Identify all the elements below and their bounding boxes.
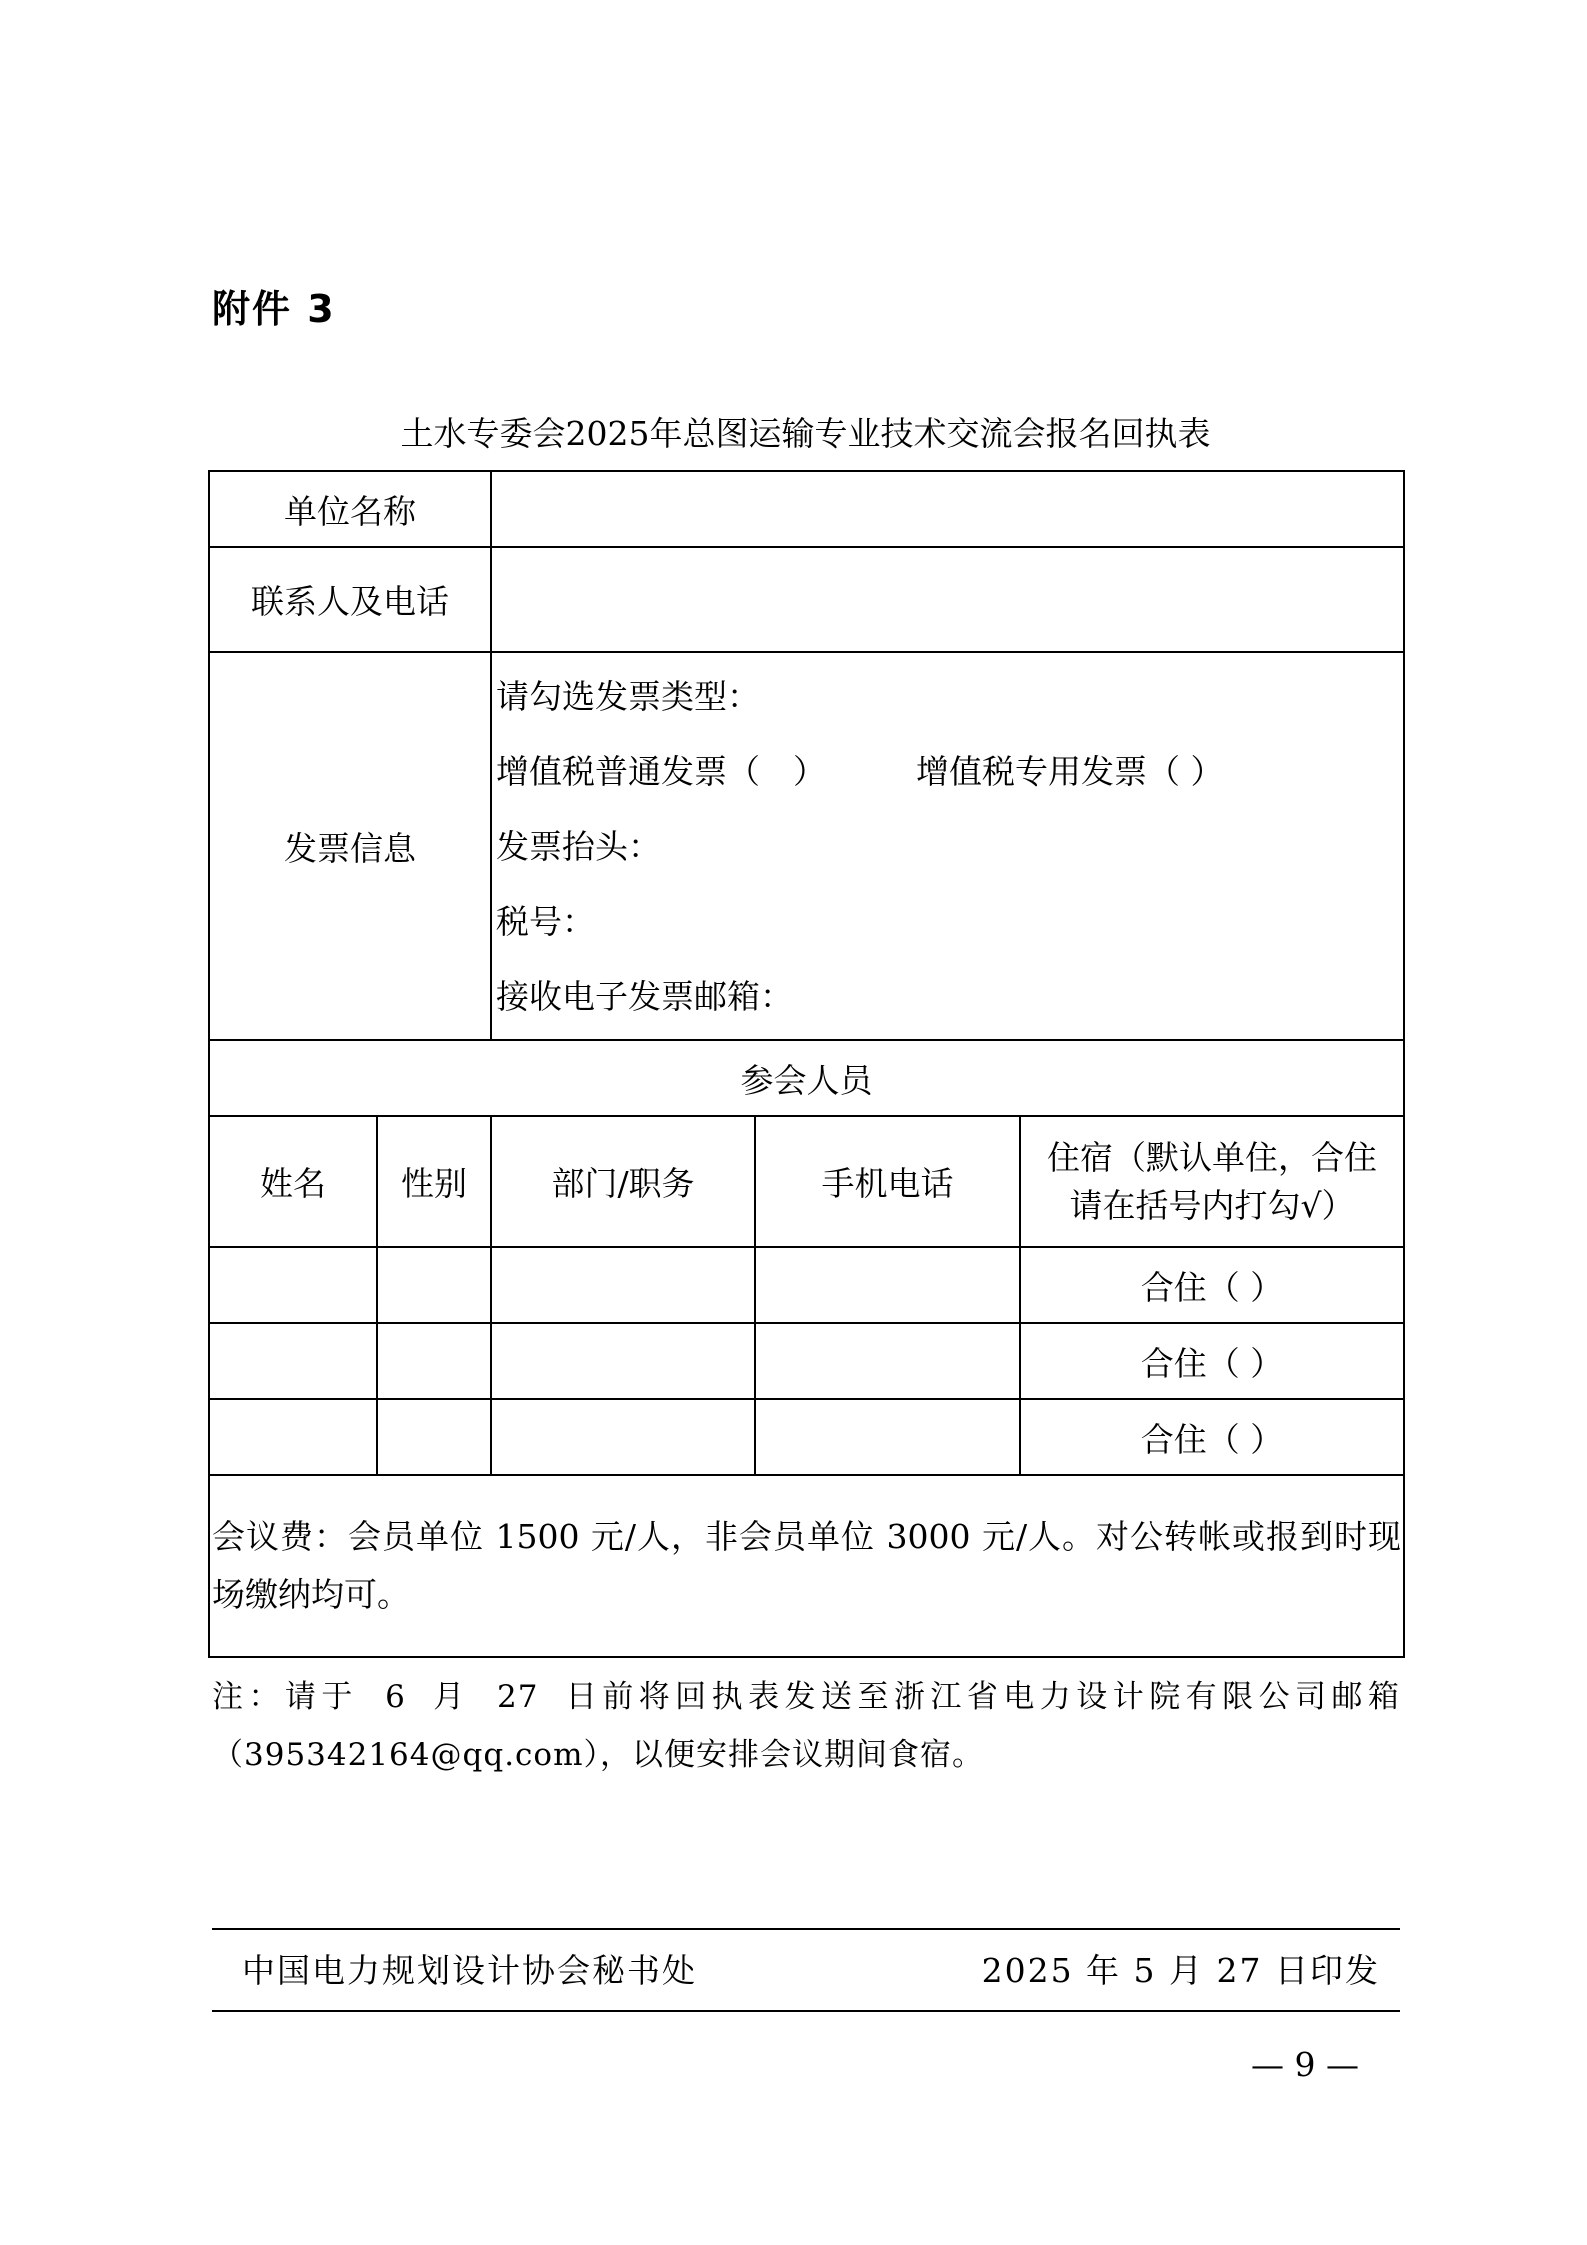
contact-label: 联系人及电话 <box>209 547 491 652</box>
attachment-label: 附件 3 <box>212 287 336 331</box>
contact-field[interactable] <box>491 547 1404 652</box>
attendee-name-cell[interactable] <box>209 1247 377 1323</box>
invoice-email-field[interactable]: 接收电子发票邮箱： <box>496 976 793 1016</box>
footer-organization: 中国电力规划设计协会秘书处 <box>242 1951 697 1990</box>
attendee-dept-cell[interactable] <box>491 1399 755 1475</box>
col-header-lodging <box>1020 1116 1404 1247</box>
attendee-phone-cell[interactable] <box>755 1247 1020 1323</box>
lodging-header-line1: 住宿（默认单住，合住 <box>1047 1137 1378 1177</box>
registration-form-table <box>208 470 1405 1658</box>
attendee-gender-cell[interactable] <box>377 1399 491 1475</box>
invoice-special-option[interactable]: 增值税专用发票（ ） <box>916 751 1224 791</box>
invoice-select-type: 请勾选发票类型： <box>496 676 760 716</box>
col-header-name: 姓名 <box>209 1116 377 1247</box>
note-line-2: （395342164@qq.com），以便安排会议期间食宿。 <box>212 1737 984 1773</box>
invoice-ordinary-option[interactable]: 增值税普通发票（ ） <box>496 751 826 791</box>
meeting-fee-text: 会议费：会员单位 1500 元/人，非会员单位 3000 元/人。对公转帐或报到时现场缴纳均可。 <box>209 1475 1404 1657</box>
note-line-1: 注：请于 6 月 27 日前将回执表发送至浙江省电力设计院有限公司邮箱 <box>212 1679 1400 1715</box>
lodging-option[interactable]: 合住（ ） <box>1020 1323 1404 1399</box>
attendee-gender-cell[interactable] <box>377 1247 491 1323</box>
attendee-name-cell[interactable] <box>209 1323 377 1399</box>
attendee-phone-cell[interactable] <box>755 1323 1020 1399</box>
table-row <box>209 1247 1404 1323</box>
attendee-phone-cell[interactable] <box>755 1399 1020 1475</box>
invoice-label: 发票信息 <box>209 652 491 1040</box>
footer-issue-date: 2025 年 5 月 27 日印发 <box>981 1951 1380 1990</box>
unit-name-label: 单位名称 <box>209 471 491 547</box>
attendees-label: 参会人员 <box>209 1040 1404 1116</box>
attendee-dept-cell[interactable] <box>491 1247 755 1323</box>
table-row <box>209 1399 1404 1475</box>
lodging-option[interactable]: 合住（ ） <box>1020 1247 1404 1323</box>
footer-bottom-rule <box>212 2010 1400 2012</box>
col-header-dept: 部门/职务 <box>491 1116 755 1247</box>
form-title: 土水专委会2025年总图运输专业技术交流会报名回执表 <box>400 414 1211 453</box>
attendee-gender-cell[interactable] <box>377 1323 491 1399</box>
unit-name-field[interactable] <box>491 471 1404 547</box>
col-header-phone: 手机电话 <box>755 1116 1020 1247</box>
lodging-header-line2: 请在括号内打勾√） <box>1069 1185 1355 1225</box>
attendee-name-cell[interactable] <box>209 1399 377 1475</box>
col-header-gender: 性别 <box>377 1116 491 1247</box>
invoice-header-field[interactable]: 发票抬头： <box>496 826 661 866</box>
invoice-info-cell[interactable] <box>491 652 1404 1040</box>
invoice-tax-number-field[interactable]: 税号： <box>496 901 595 941</box>
lodging-option[interactable]: 合住（ ） <box>1020 1399 1404 1475</box>
page-number: — 9 — <box>1251 2045 1359 2084</box>
table-row <box>209 1323 1404 1399</box>
note-text <box>212 1668 1400 1784</box>
footer-top-rule <box>212 1928 1400 1930</box>
attendee-dept-cell[interactable] <box>491 1323 755 1399</box>
